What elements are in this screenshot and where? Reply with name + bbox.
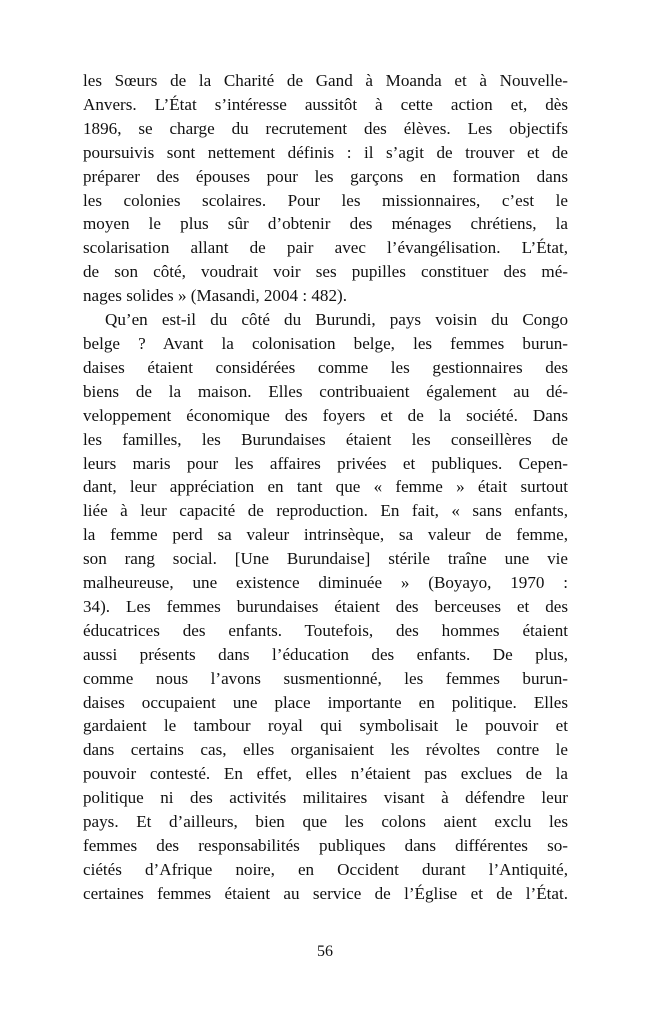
text-line: dans certains cas, elles organisaient les révoltes contre le: [83, 740, 568, 760]
text-line: les Sœurs de la Charité de Gand à Moanda et à Nouvelle-: [83, 71, 568, 90]
text-line: préparer des épouses pour les garçons en formation dans: [83, 166, 568, 186]
text-line: biens de la maison. Elles contribuaient également au dé-: [83, 381, 568, 401]
paragraph-2: [83, 308, 568, 906]
text-line: nages solides » (Masandi, 2004 : 482).: [83, 286, 347, 306]
text-line: 34). Les femmes burundaises étaient des berceuses et des: [83, 596, 568, 616]
text-line: Qu’en est-il du côté du Burundi, pays voisin du Congo: [105, 310, 568, 330]
text-line: liée à leur capacité de reproduction. En fait, « sans enfants,: [83, 501, 568, 521]
text-line: malheureuse, une existence diminuée » (Boyayo, 1970 :: [83, 573, 568, 593]
text-line: veloppement économique des foyers et de la société. Dans: [83, 405, 568, 425]
paragraph-1: [83, 69, 568, 308]
text-line: ciétés d’Afrique noire, en Occident durant l’Antiquité,: [83, 859, 568, 879]
text-line: daises occupaient une place importante en politique. Elles: [83, 692, 568, 712]
text-line: la femme perd sa valeur intrinsèque, sa valeur de femme,: [83, 525, 568, 545]
text-line: femmes des responsabilités publiques dans différentes so-: [83, 836, 568, 855]
text-line: 1896, se charge du recrutement des élèves. Les objectifs: [83, 118, 568, 138]
text-line: Anvers. L’État s’intéresse aussitôt à cette action et, dès: [83, 94, 568, 114]
text-line: les familles, les Burundaises étaient les conseillères de: [83, 429, 568, 449]
text-line: les colonies scolaires. Pour les missionnaires, c’est le: [83, 190, 568, 210]
page-number: 56: [317, 943, 333, 960]
text-line: éducatrices des enfants. Toutefois, des hommes étaient: [83, 620, 568, 640]
text-line: certaines femmes étaient au service de l’Église et de l’État.: [83, 883, 568, 903]
text-line: son rang social. [Une Burundaise] stérile traîne une vie: [83, 549, 568, 569]
text-line: daises étaient considérées comme les gestionnaires des: [83, 357, 568, 377]
text-line: pouvoir contesté. En effet, elles n’étaient pas exclues de la: [83, 764, 568, 784]
text-line: poursuivis sont nettement définis : il s’agit de trouver et de: [83, 142, 568, 162]
text-line: scolarisation allant de pair avec l’évangélisation. L’État,: [83, 238, 568, 258]
text-line: gardaient le tambour royal qui symbolisait le pouvoir et: [83, 716, 568, 736]
text-line: belge ? Avant la colonisation belge, les femmes burun-: [83, 333, 568, 353]
text-line: dant, leur appréciation en tant que « femme » était surtout: [83, 477, 568, 497]
text-line: comme nous l’avons susmentionné, les femmes burun-: [83, 668, 568, 688]
text-line: aussi présents dans l’éducation des enfants. De plus,: [83, 644, 568, 664]
text-line: politique ni des activités militaires visant à défendre leur: [83, 788, 568, 808]
text-line: moyen le plus sûr d’obtenir des ménages chrétiens, la: [83, 214, 568, 234]
text-line: de son côté, voudrait voir ses pupilles constituer des mé-: [83, 262, 568, 282]
page-body: [83, 69, 568, 906]
text-line: pays. Et d’ailleurs, bien que les colons aient exclu les: [83, 812, 568, 832]
text-line: leurs maris pour les affaires privées et publiques. Cepen-: [83, 453, 568, 473]
